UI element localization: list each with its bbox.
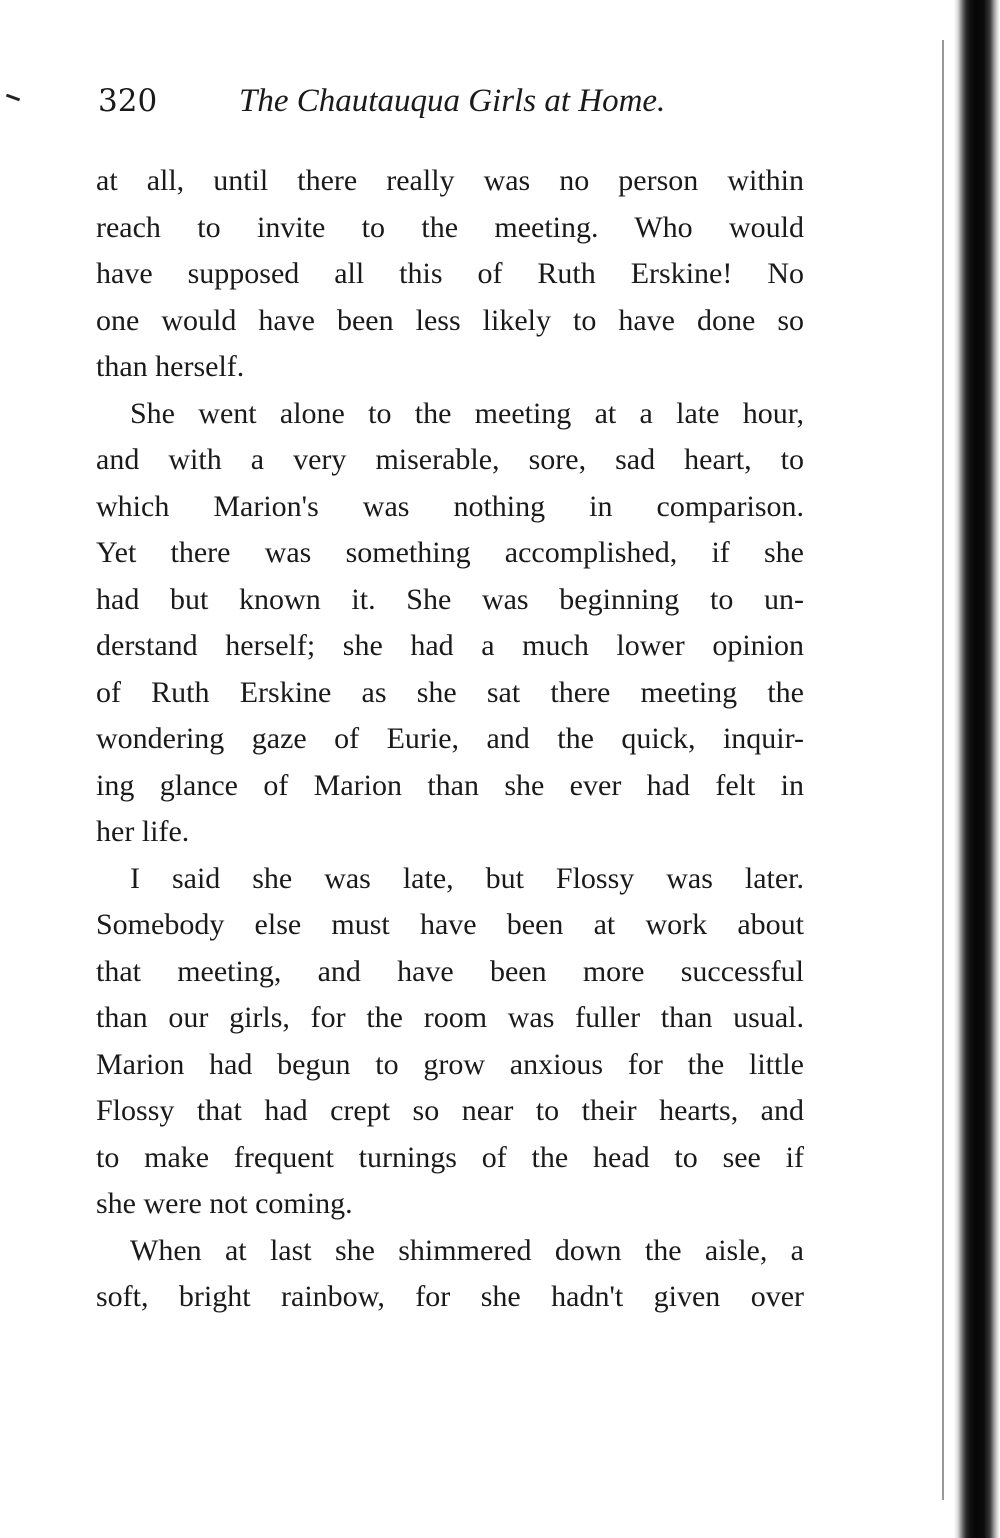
text-line: Yet there was something accomplished, if she — [96, 536, 804, 569]
paragraph-start-line: I said she was late, but Flossy was later. — [130, 861, 804, 895]
text-line: to make frequent turnings of the head to see if — [96, 1140, 804, 1174]
text-line: and with a very miserable, sore, sad heart, to — [96, 443, 804, 476]
text-line: wondering gaze of Eurie, and the quick, inquir- — [96, 722, 804, 755]
paragraph-start-line: When at last she shimmered down the aisle, a — [130, 1233, 804, 1267]
text-line: soft, bright rainbow, for she hadn't given over — [96, 1280, 804, 1313]
text-line: had but known it. She was beginning to un- — [96, 582, 804, 616]
text-line: have supposed all this of Ruth Erskine! No — [96, 257, 804, 290]
running-header — [98, 76, 818, 126]
text-line: at all, until there really was no person within — [96, 164, 804, 197]
body-text — [96, 158, 804, 1321]
text-line: than herself. — [96, 350, 245, 383]
text-line: ing glance of Marion than she ever had felt in — [96, 768, 804, 802]
text-line: than our girls, for the room was fuller than usual. — [96, 1001, 804, 1034]
binding-shadow-line — [942, 40, 944, 1500]
paragraph-start-line: She went alone to the meeting at a late hour, — [130, 396, 804, 430]
text-line: derstand herself; she had a much lower opinion — [96, 629, 804, 662]
text-line: Marion had begun to grow anxious for the little — [96, 1047, 804, 1081]
text-line: Somebody else must have been at work about — [96, 908, 804, 941]
text-line: reach to invite to the meeting. Who would — [96, 210, 804, 244]
text-line: her life. — [96, 815, 190, 848]
scan-mark — [6, 94, 20, 102]
text-line: Flossy that had crept so near to their hearts, and — [96, 1094, 804, 1127]
text-line: that meeting, and have been more successful — [96, 954, 804, 988]
running-title: The Chautauqua Girls at Home. — [239, 83, 666, 119]
page-number: 320 — [98, 83, 158, 119]
book-binding-edge — [954, 0, 1000, 1538]
text-line: of Ruth Erskine as she sat there meeting the — [96, 675, 804, 709]
text-line: she were not coming. — [96, 1187, 353, 1220]
text-line: one would have been less likely to have done so — [96, 303, 804, 337]
text-line: which Marion's was nothing in comparison. — [96, 489, 804, 523]
